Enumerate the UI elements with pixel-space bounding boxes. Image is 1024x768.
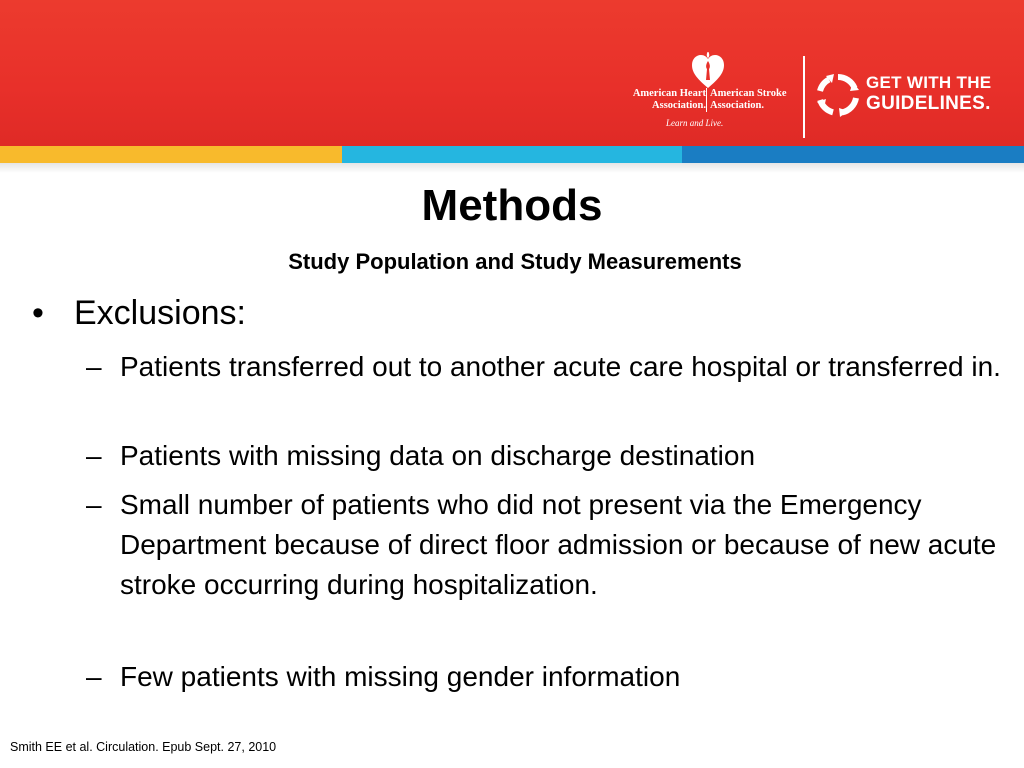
asa-name-line1: American Stroke [710,88,787,99]
banner-shadow [0,163,1024,173]
aha-name-divider [706,88,707,112]
slide-title: Methods [421,181,603,230]
logo-area [612,50,1012,142]
citation-footer: Smith EE et al. Circulation. Epub Sept. 27, 2010 [10,740,277,754]
circular-arrows-icon [815,72,861,118]
sub-bullet-text: Small number of patients who did not present via the Emergency Department because of direct floor admission or because of new acute stroke occurring during hospitalization. [120,489,997,600]
sub-bullet-text: Patients with missing data on discharge destination [120,440,756,471]
slide-subtitle: Study Population and Study Measurements [288,249,742,274]
sub-bullet-item [86,347,1006,387]
heart-torch-icon [690,50,726,90]
sub-bullet-item [86,436,1006,476]
color-stripes [0,146,1024,163]
stripe-cyan [342,146,682,163]
aha-tagline: Learn and Live. [666,118,724,128]
logo-divider [803,56,805,138]
sub-bullet-mark: – [86,489,102,520]
sub-bullet-item [86,657,1006,697]
bullet-mark: • [32,294,44,332]
stripe-yellow [0,146,342,163]
sub-bullet-item [86,485,1006,605]
stripe-blue [682,146,1024,163]
sub-bullet-mark: – [86,440,102,471]
sub-bullet-text: Patients transferred out to another acute care hospital or transferred in. [120,351,1001,382]
sub-bullet-text: Few patients with missing gender information [120,661,681,692]
bullet-exclusions [32,292,246,334]
asa-name-line2: Association. [710,100,764,111]
aha-name-line1: American Heart [632,88,706,99]
bullet-label: Exclusions: [74,294,246,332]
gwtg-line1: GET WITH THE [866,73,992,92]
sub-bullet-mark: – [86,661,102,692]
gwtg-line2: GUIDELINES. [866,93,991,114]
asa-name [710,88,800,112]
aha-name [614,88,706,112]
aha-name-line2: Association. [652,100,706,111]
sub-bullet-mark: – [86,351,102,382]
